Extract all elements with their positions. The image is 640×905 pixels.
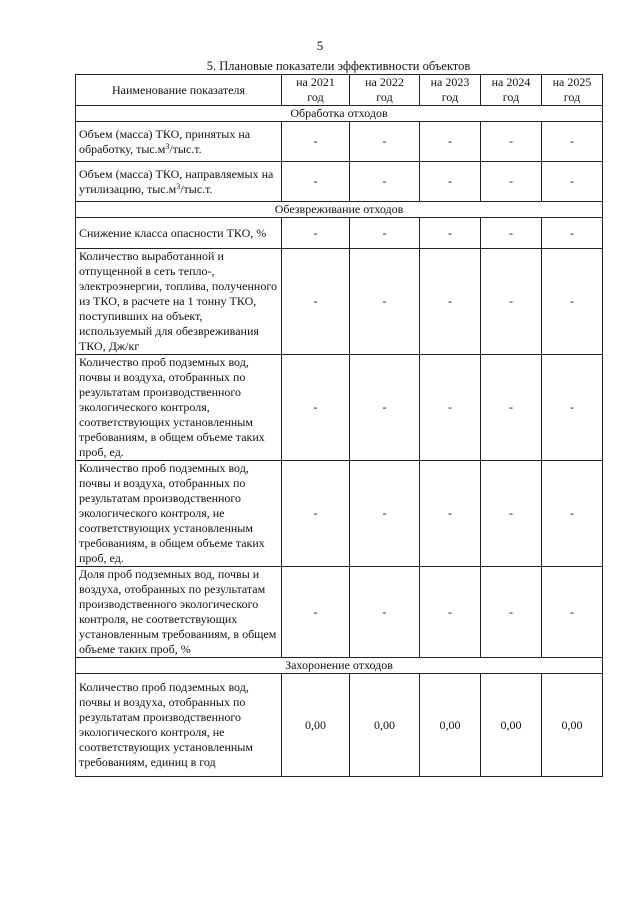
value-2024: - bbox=[481, 461, 542, 567]
value-2025: - bbox=[542, 249, 603, 355]
section-row bbox=[76, 202, 603, 218]
table-row bbox=[76, 218, 603, 249]
table-row bbox=[76, 674, 603, 777]
value-2024: - bbox=[481, 122, 542, 162]
value-2022: - bbox=[350, 461, 420, 567]
value-2023: - bbox=[420, 218, 481, 249]
table-row bbox=[76, 461, 603, 567]
header-year-2024: на 2024 год bbox=[481, 75, 542, 106]
section-row bbox=[76, 106, 603, 122]
value-2022: - bbox=[350, 218, 420, 249]
value-2021: - bbox=[282, 162, 350, 202]
section-title-processing: Обработка отходов bbox=[76, 106, 603, 122]
header-name-column: Наименование показателя bbox=[76, 75, 282, 106]
value-2024: - bbox=[481, 249, 542, 355]
indicator-name: Количество проб подземных вод, почвы и воздуха, отобранных по результатам производственного экологического контроля, не соответствующих установленным требованиям, единиц в год bbox=[76, 674, 282, 777]
table-row bbox=[76, 249, 603, 355]
value-2025: - bbox=[542, 162, 603, 202]
value-2025: - bbox=[542, 461, 603, 567]
value-2024: - bbox=[481, 355, 542, 461]
section-title-neutralization: Обезвреживание отходов bbox=[76, 202, 603, 218]
indicator-name: Снижение класса опасности ТКО, % bbox=[76, 218, 282, 249]
value-2022: 0,00 bbox=[350, 674, 420, 777]
value-2021: - bbox=[282, 122, 350, 162]
indicator-name: Количество выработанной и отпущенной в сеть тепло-, электроэнергии, топлива, полученного из ТКО, в расчете на 1 тонну ТКО, поступивших на объект, используемый для обезвреживания ТКО, Дж/кг bbox=[76, 249, 282, 355]
value-2025: - bbox=[542, 218, 603, 249]
value-2023: - bbox=[420, 567, 481, 658]
value-2025: - bbox=[542, 122, 603, 162]
value-2022: - bbox=[350, 355, 420, 461]
page-number: 5 bbox=[316, 38, 324, 53]
indicator-name: Объем (масса) ТКО, принятых на обработку, $тыс.м^3/тыс.т$. bbox=[76, 122, 282, 162]
value-2024: - bbox=[481, 218, 542, 249]
value-2024: 0,00 bbox=[481, 674, 542, 777]
value-2024: - bbox=[481, 567, 542, 658]
header-year-2023: на 2023 год bbox=[420, 75, 481, 106]
indicator-name: Количество проб подземных вод, почвы и воздуха, отобранных по результатам производственного экологического контроля, не соответствующих установленным требованиям, в общем объеме таких проб, ед. bbox=[76, 461, 282, 567]
value-2024: - bbox=[481, 162, 542, 202]
indicator-name: Объем (масса) ТКО, направляемых на утилизацию, $тыс.м^3/тыс.т$. bbox=[76, 162, 282, 202]
value-2023: - bbox=[420, 249, 481, 355]
value-2022: - bbox=[350, 162, 420, 202]
table-row bbox=[76, 162, 603, 202]
value-2025: 0,00 bbox=[542, 674, 603, 777]
value-2025: - bbox=[542, 567, 603, 658]
value-2022: - bbox=[350, 567, 420, 658]
section-title-burial: Захоронение отходов bbox=[76, 658, 603, 674]
value-2021: - bbox=[282, 567, 350, 658]
table-row bbox=[76, 567, 603, 658]
table-row bbox=[76, 355, 603, 461]
indicator-name: Доля проб подземных вод, почвы и воздуха, отобранных по результатам производственного экологического контроля, не соответствующих установленным требованиям, в общем объеме таких проб, % bbox=[76, 567, 282, 658]
value-2021: - bbox=[282, 461, 350, 567]
efficiency-indicators-table bbox=[75, 74, 603, 777]
header-year-2025: на 2025 год bbox=[542, 75, 603, 106]
table-row bbox=[76, 122, 603, 162]
value-2022: - bbox=[350, 249, 420, 355]
value-2025: - bbox=[542, 355, 603, 461]
value-2023: - bbox=[420, 461, 481, 567]
value-2022: - bbox=[350, 122, 420, 162]
table-title: 5. Плановые показатели эффективности объектов bbox=[206, 59, 471, 73]
header-year-2021: на 2021 год bbox=[282, 75, 350, 106]
value-2021: - bbox=[282, 355, 350, 461]
indicator-name: Количество проб подземных вод, почвы и воздуха, отобранных по результатам производственного экологического контроля, соответствующих установленным требованиям, в общем объеме таких проб, ед. bbox=[76, 355, 282, 461]
header-row bbox=[76, 75, 603, 106]
header-year-2022: на 2022 год bbox=[350, 75, 420, 106]
value-2023: - bbox=[420, 162, 481, 202]
value-2023: - bbox=[420, 355, 481, 461]
value-2023: 0,00 bbox=[420, 674, 481, 777]
value-2021: - bbox=[282, 249, 350, 355]
value-2021: - bbox=[282, 218, 350, 249]
section-row bbox=[76, 658, 603, 674]
value-2021: 0,00 bbox=[282, 674, 350, 777]
value-2023: - bbox=[420, 122, 481, 162]
